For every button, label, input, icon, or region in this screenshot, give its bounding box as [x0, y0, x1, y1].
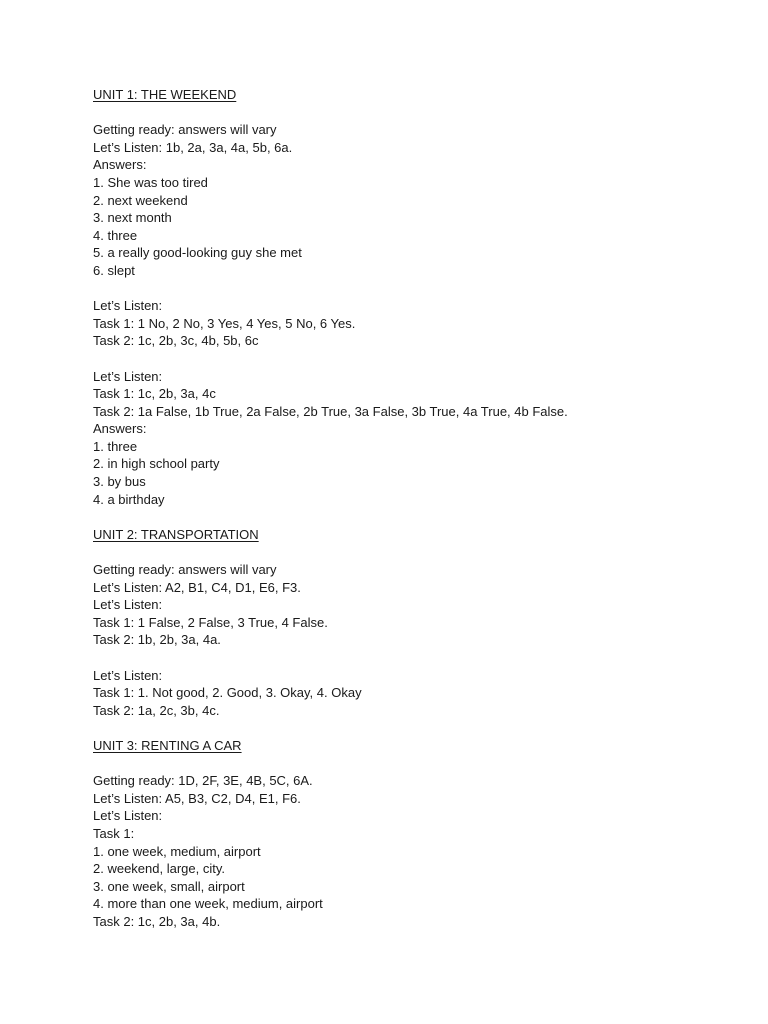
- answer-line: Answers:: [93, 421, 147, 437]
- answer-line: Getting ready: 1D, 2F, 3E, 4B, 5C, 6A.: [93, 773, 313, 789]
- answer-line: Let’s Listen: A5, B3, C2, D4, E1, F6.: [93, 790, 301, 806]
- answer-line: 2. weekend, large, city.: [93, 861, 225, 877]
- answer-line: Let’s Listen:: [93, 368, 163, 384]
- answer-line: Task 2: 1a, 2c, 3b, 4c.: [93, 702, 220, 718]
- answer-block: [93, 297, 733, 350]
- answer-line: Task 2: 1c, 2b, 3a, 4b.: [93, 913, 221, 929]
- answer-line: 3. by bus: [93, 474, 146, 490]
- answer-line: Task 1: 1. Not good, 2. Good, 3. Okay, 4. Okay: [93, 685, 362, 701]
- answer-block: [93, 561, 733, 649]
- unit-title: UNIT 2: TRANSPORTATION: [93, 526, 259, 542]
- answer-line: 5. a really good-looking guy she met: [93, 245, 302, 261]
- answer-line: Task 2: 1a False, 1b True, 2a False, 2b True, 3a False, 3b True, 4a True, 4b False.: [93, 403, 568, 419]
- answer-line: 4. three: [93, 227, 138, 243]
- answer-line: Let’s Listen: 1b, 2a, 3a, 4a, 5b, 6a.: [93, 139, 293, 155]
- answer-line: 2. in high school party: [93, 456, 220, 472]
- document-page: [93, 86, 733, 931]
- spacer: [93, 649, 733, 667]
- spacer: [93, 280, 733, 298]
- unit-1-section: [93, 86, 733, 526]
- answer-line: Getting ready: answers will vary: [93, 122, 277, 138]
- answer-line: 3. one week, small, airport: [93, 878, 245, 894]
- answer-line: Let’s Listen: A2, B1, C4, D1, E6, F3.: [93, 579, 301, 595]
- answer-line: Task 1: 1 No, 2 No, 3 Yes, 4 Yes, 5 No, 6 Yes.: [93, 315, 356, 331]
- unit-2-section: [93, 526, 733, 737]
- answer-block: [93, 667, 733, 720]
- answer-line: Let’s Listen:: [93, 597, 163, 613]
- answer-line: Task 2: 1b, 2b, 3a, 4a.: [93, 632, 221, 648]
- answer-block: [93, 772, 733, 930]
- spacer: [93, 543, 733, 561]
- unit-title: UNIT 1: THE WEEKEND: [93, 87, 237, 102]
- answer-line: Answers:: [93, 157, 147, 173]
- answer-line: 1. one week, medium, airport: [93, 843, 261, 859]
- answer-line: Let’s Listen:: [93, 808, 163, 824]
- spacer: [93, 104, 733, 122]
- answer-line: Getting ready: answers will vary: [93, 562, 277, 578]
- answer-line: 3. next month: [93, 210, 172, 226]
- spacer: [93, 508, 733, 526]
- answer-block: [93, 368, 733, 509]
- answer-block: [93, 121, 733, 279]
- answer-line: Task 2: 1c, 2b, 3c, 4b, 5b, 6c: [93, 333, 259, 349]
- answer-line: 4. a birthday: [93, 491, 165, 507]
- spacer: [93, 719, 733, 737]
- answer-line: 1. three: [93, 438, 138, 454]
- answer-line: Task 1: 1c, 2b, 3a, 4c: [93, 386, 216, 402]
- answer-line: 1. She was too tired: [93, 174, 208, 190]
- answer-line: Task 1:: [93, 825, 135, 841]
- unit-3-section: [93, 737, 733, 931]
- answer-line: Let’s Listen:: [93, 667, 163, 683]
- answer-line: 6. slept: [93, 262, 135, 278]
- unit-title: UNIT 3: RENTING A CAR: [93, 737, 242, 753]
- answer-line: Task 1: 1 False, 2 False, 3 True, 4 False.: [93, 614, 328, 630]
- spacer: [93, 350, 733, 368]
- spacer: [93, 755, 733, 773]
- answer-line: 4. more than one week, medium, airport: [93, 896, 323, 912]
- answer-line: 2. next weekend: [93, 192, 188, 208]
- answer-line: Let’s Listen:: [93, 298, 163, 314]
